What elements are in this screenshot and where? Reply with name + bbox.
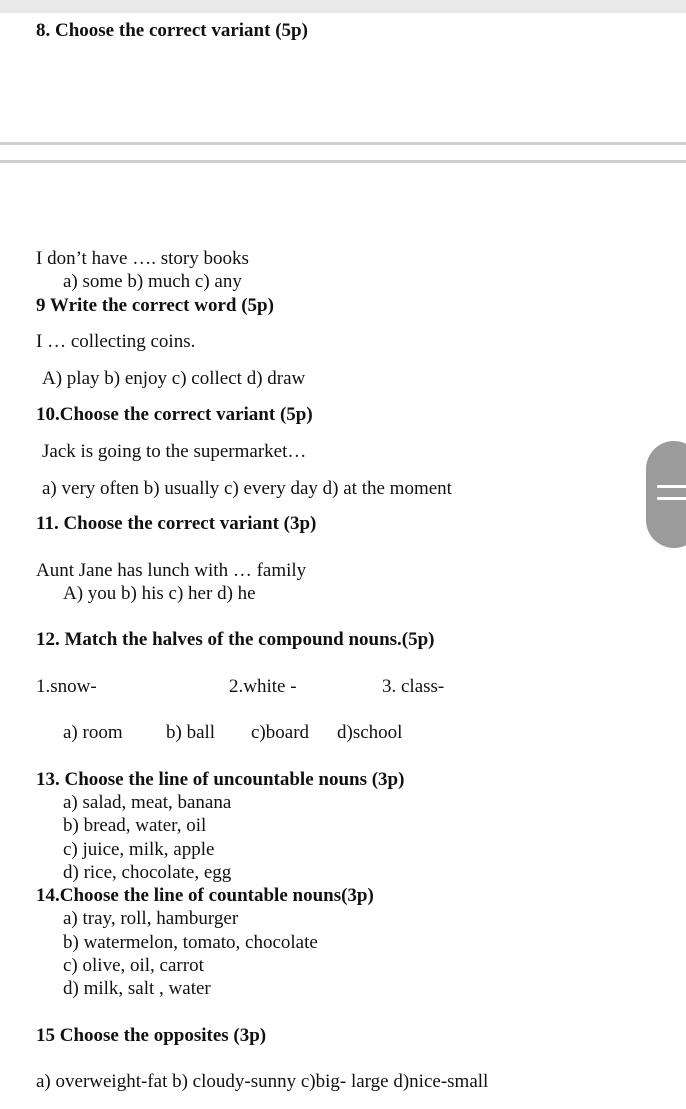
q11-title: 11. Choose the correct variant (3p) — [36, 513, 317, 534]
q11-options: A) you b) his c) her d) he — [63, 583, 256, 604]
divider-bottom — [0, 160, 686, 163]
q12-option: c)board — [251, 722, 310, 743]
q10-title: 10.Choose the correct variant (5p) — [36, 404, 313, 425]
q8-options: a) some b) much c) any — [63, 271, 242, 292]
q9-sentence: I … collecting coins. — [36, 331, 196, 352]
q8-title: 8. Choose the correct variant (5p) — [36, 20, 308, 41]
divider-top — [0, 142, 686, 145]
q9-title: 9 Write the correct word (5p) — [36, 295, 274, 316]
q15-options: a) overweight-fat b) cloudy-sunny c)big- large d)nice-small — [36, 1071, 489, 1092]
q12-option: d)school — [337, 722, 403, 743]
q15-title: 15 Choose the opposites (3p) — [36, 1025, 267, 1046]
q13-option: a) salad, meat, banana — [63, 792, 232, 813]
q14-title: 14.Choose the line of countable nouns(3p) — [36, 885, 374, 906]
q9-options: A) play b) enjoy c) collect d) draw — [42, 368, 306, 389]
q10-options: a) very often b) usually c) every day d) at the moment — [42, 478, 452, 499]
q12-item: 2.white - — [229, 676, 297, 697]
q14-option: c) olive, oil, carrot — [63, 955, 204, 976]
q14-option: b) watermelon, tomato, chocolate — [63, 932, 318, 953]
q13-option: d) rice, chocolate, egg — [63, 862, 232, 883]
grip-line-icon — [657, 485, 686, 488]
q14-option: a) tray, roll, hamburger — [63, 908, 239, 929]
q12-option: a) room — [63, 722, 123, 743]
q12-title: 12. Match the halves of the compound nouns.(5p) — [36, 629, 435, 650]
q13-option: c) juice, milk, apple — [63, 839, 215, 860]
q13-title: 13. Choose the line of uncountable nouns (3p) — [36, 769, 405, 790]
q14-option: d) milk, salt , water — [63, 978, 211, 999]
q10-sentence: Jack is going to the supermarket… — [42, 441, 307, 462]
q12-item: 3. class- — [382, 676, 445, 697]
q13-option: b) bread, water, oil — [63, 815, 207, 836]
top-bar — [0, 0, 686, 13]
q11-sentence: Aunt Jane has lunch with … family — [36, 560, 307, 581]
q12-item: 1.snow- — [36, 676, 97, 697]
q8-sentence: I don’t have …. story books — [36, 248, 249, 269]
q12-option: b) ball — [166, 722, 216, 743]
scroll-handle[interactable] — [646, 441, 686, 548]
grip-line-icon — [657, 497, 686, 500]
